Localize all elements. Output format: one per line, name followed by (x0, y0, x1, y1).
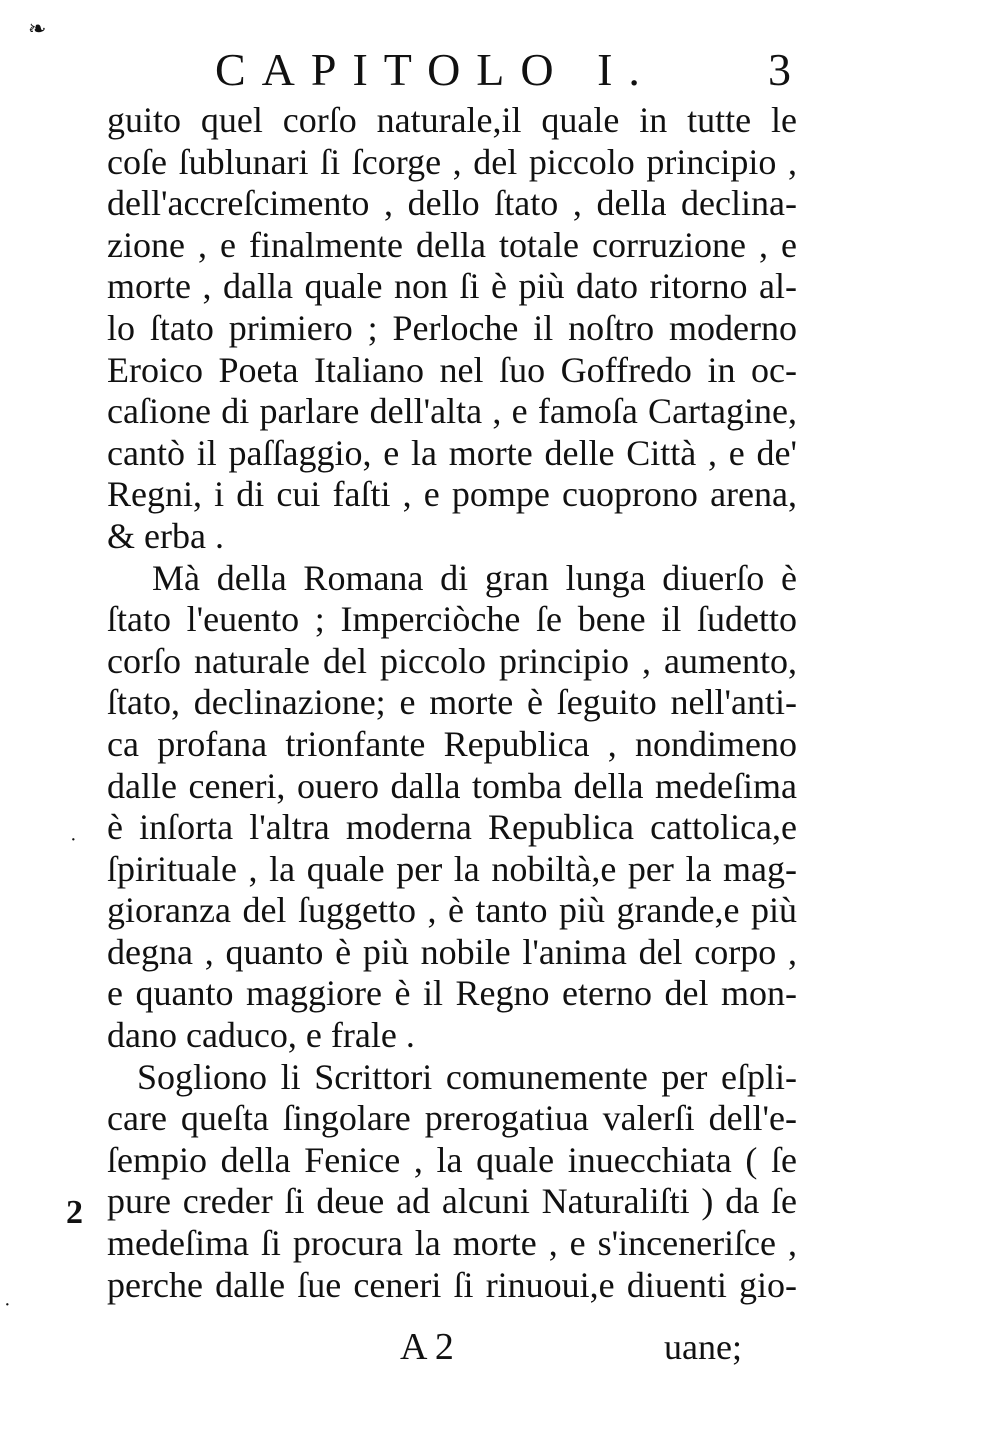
text-line: corſo naturale del piccolo principio , aumento, (107, 640, 797, 681)
text-line: dano caduco, e frale . (107, 1015, 415, 1056)
page-header (0, 40, 1000, 100)
text-line: lo ſtato primiero ; Perloche il noſtro moderno (107, 307, 797, 348)
text-line: cantò il paſſaggio, e la morte delle Città , e de' (107, 432, 797, 473)
margin-note-number: 2 (66, 1194, 83, 1231)
text-line: ſempio della Fenice , la quale inuecchiata ( ſe (107, 1139, 797, 1180)
text-line: Regni, i di cui faſti , e pompe cuoprono arena, (107, 474, 797, 515)
text-line: guito quel corſo naturale,il quale in tutte le (107, 100, 797, 140)
page-footer (0, 1322, 1000, 1372)
text-line: Eroico Poeta Italiano nel ſuo Goffredo in oc- (107, 349, 797, 390)
text-line: ca profana trionfante Republica , nondimeno (107, 723, 797, 764)
ornament-mark: ❧ (28, 16, 47, 41)
text-line: pure creder ſi deue ad alcuni Naturaliſti ) da ſe (107, 1181, 797, 1222)
paragraph-first-line: Mà della Romana di gran lunga diuerſo è (152, 557, 797, 598)
text-line: dalle ceneri, ouero dalla tomba della medeſima (107, 765, 797, 806)
text-line: caſione di parlare dell'alta , e famoſa Cartagine, (107, 391, 797, 432)
text-line: è inſorta l'altra moderna Republica cattolica,e (107, 807, 797, 848)
page-number: 3 (768, 44, 791, 95)
margin-dot: · (70, 829, 77, 851)
signature-mark: A 2 (400, 1326, 454, 1368)
text-line: e quanto maggiore è il Regno eterno del mon- (107, 973, 797, 1014)
text-line: coſe ſublunari ſi ſcorge , del piccolo principio , (107, 141, 797, 182)
catchword: uane; (664, 1327, 742, 1367)
running-title: CAPITOLO I. (215, 44, 656, 95)
text-line: ſtato l'euento ; Imperciòche ſe bene il ſudetto (107, 599, 797, 640)
text-line: medeſima ſi procura la morte , e s'inceneriſce , (107, 1223, 797, 1264)
body-text (107, 100, 797, 1306)
paragraph-first-line: Sogliono li Scrittori comunemente per eſpli- (137, 1056, 797, 1097)
text-line: gioranza del ſuggetto , è tanto più grande,e più (107, 890, 797, 931)
text-line: zione , e finalmente della totale corruzione , e (107, 224, 797, 265)
text-line: dell'accreſcimento , dello ſtato , della declina- (107, 183, 797, 224)
text-line: perche dalle ſue ceneri ſi rinuoui,e diuenti gio- (107, 1264, 797, 1305)
text-line: degna , quanto è più nobile l'anima del corpo , (107, 931, 797, 972)
text-line: ſtato, declinazione; e morte è ſeguito nell'anti- (107, 682, 797, 723)
text-line: morte , dalla quale non ſi è più dato ritorno al- (107, 266, 797, 307)
text-line: & erba . (107, 515, 224, 556)
margin-dot: · (4, 1294, 11, 1316)
text-line: ſpirituale , la quale per la nobiltà,e per la mag- (107, 848, 797, 889)
text-line: care queſta ſingolare prerogatiua valerſi dell'e- (107, 1098, 797, 1139)
